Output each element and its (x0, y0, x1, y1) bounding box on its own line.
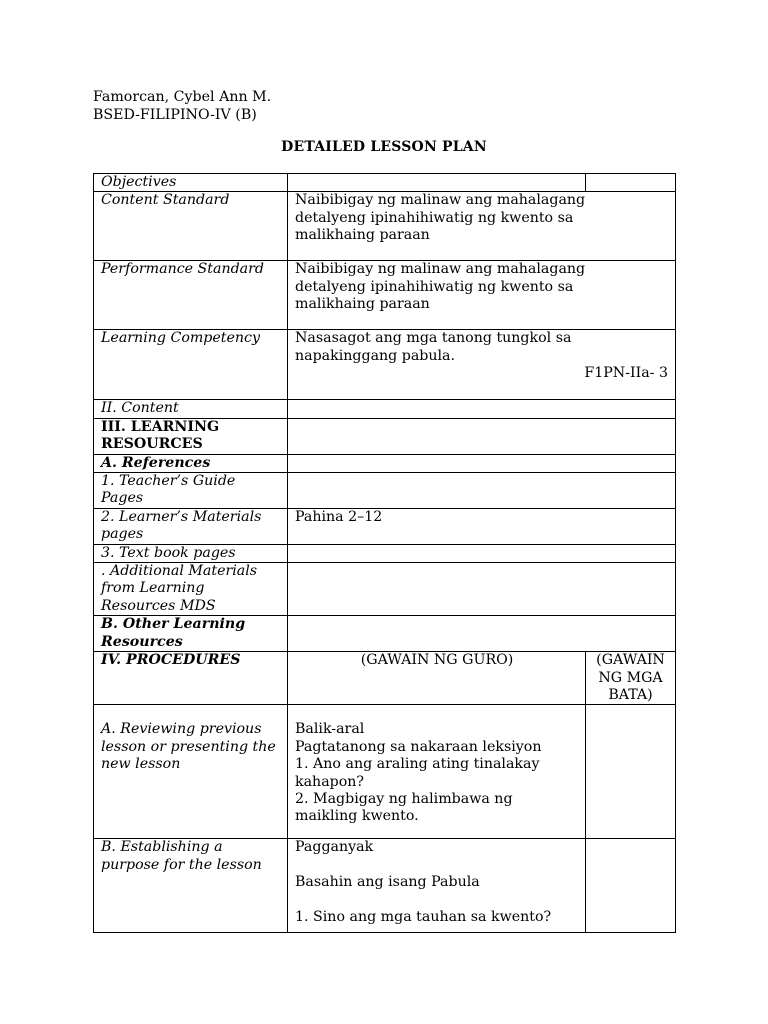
performance-standard-value (288, 261, 676, 330)
objectives-student-cell (586, 174, 676, 192)
additional-materials-value (288, 563, 676, 616)
learners-materials-label (94, 508, 288, 544)
content-standard-line: malikhaing paraan (295, 227, 430, 244)
learning-resources-line: III. LEARNING (101, 418, 220, 435)
textbook-value (288, 544, 676, 562)
learning-competency-value (288, 330, 676, 400)
table-row (94, 454, 676, 472)
document-title: DETAILED LESSON PLAN (281, 139, 487, 155)
learning-competency-line: Nasasagot ang mga tanong tungkol sa (295, 330, 572, 347)
reviewing-label (94, 705, 288, 839)
student-activity-header (586, 652, 676, 705)
student-activity-header-line: NG MGA (598, 669, 663, 686)
content-standard-value (288, 192, 676, 261)
course-section: BSED-FILIPINO-IV (B) (93, 107, 257, 123)
textbook-label: 3. Text book pages (94, 544, 288, 562)
establishing-teacher-activity (288, 839, 586, 933)
table-row (94, 330, 676, 400)
procedures-label: IV. PROCEDURES (94, 652, 288, 705)
teacher-activity-header: (GAWAIN NG GURO) (288, 652, 586, 705)
establishing-line: 1. Sino ang mga tauhan sa kwento? (295, 908, 552, 925)
table-row (94, 544, 676, 562)
reviewing-line: Balik-aral (295, 721, 365, 738)
learning-resources-value (288, 418, 676, 454)
teachers-guide-line: Pages (101, 490, 144, 507)
table-row (94, 261, 676, 330)
references-label: A. References (94, 454, 288, 472)
performance-standard-line: Naibibigay ng malinaw ang mahalagang (295, 261, 586, 278)
reviewing-teacher-activity (288, 705, 586, 839)
establishing-label-line: B. Establishing a (101, 839, 223, 856)
establishing-label (94, 839, 288, 933)
additional-materials-line: . Additional Materials (101, 563, 258, 580)
teachers-guide-label (94, 473, 288, 509)
content-standard-line: detalyeng ipinahihiwatig ng kwento sa (295, 209, 574, 226)
performance-standard-line: malikhaing paraan (295, 296, 430, 313)
reviewing-line: maikling kwento. (295, 808, 419, 825)
learners-materials-value: Pahina 2–12 (288, 508, 676, 544)
reviewing-line: Pagtatanong sa nakaraan leksiyon (295, 738, 542, 755)
establishing-line: Basahin ang isang Pabula (295, 874, 480, 891)
table-row (94, 192, 676, 261)
other-resources-line: Resources (101, 633, 183, 650)
objectives-teacher-cell (288, 174, 586, 192)
content-value (288, 400, 676, 418)
reviewing-line: 1. Ano ang araling ating tinalakay (295, 756, 540, 773)
learning-resources-label (94, 418, 288, 454)
learners-materials-line: 2. Learner’s Materials (101, 508, 262, 525)
table-row (94, 418, 676, 454)
learning-competency-label: Learning Competency (94, 330, 288, 400)
additional-materials-line: Resources MDS (101, 597, 216, 614)
teachers-guide-line: 1. Teacher’s Guide (101, 473, 236, 490)
reviewing-label-line: A. Reviewing previous (101, 721, 262, 738)
blank-line (295, 892, 579, 909)
reviewing-label-line: lesson or presenting the (101, 738, 276, 755)
performance-standard-label: Performance Standard (94, 261, 288, 330)
table-row (94, 508, 676, 544)
objectives-label: Objectives (94, 174, 288, 192)
establishing-line: Pagganyak (295, 839, 374, 856)
establishing-label-line: purpose for the lesson (101, 856, 262, 873)
table-row (94, 839, 676, 933)
competency-code: F1PN-IIa- 3 (584, 365, 668, 382)
performance-standard-line: detalyeng ipinahihiwatig ng kwento sa (295, 278, 574, 295)
references-value (288, 454, 676, 472)
additional-materials-label (94, 563, 288, 616)
other-resources-value (288, 616, 676, 652)
blank-line (295, 857, 579, 874)
learners-materials-line: pages (101, 526, 144, 543)
table-row (94, 473, 676, 509)
other-resources-label (94, 616, 288, 652)
table-row (94, 705, 676, 839)
student-name: Famorcan, Cybel Ann M. (93, 89, 272, 105)
content-standard-line: Naibibigay ng malinaw ang mahalagang (295, 192, 586, 209)
student-activity-header-line: (GAWAIN (596, 652, 665, 669)
table-row (94, 400, 676, 418)
additional-materials-line: from Learning (101, 580, 205, 597)
learning-resources-line: RESOURCES (101, 436, 203, 453)
reviewing-line: kahapon? (295, 773, 365, 790)
student-activity-header-line: BATA) (608, 686, 653, 703)
learning-competency-line: napakinggang pabula. (295, 347, 456, 364)
table-row (94, 616, 676, 652)
table-row (94, 174, 676, 192)
table-row (94, 652, 676, 705)
table-row (94, 563, 676, 616)
content-standard-label: Content Standard (94, 192, 288, 261)
reviewing-line: 2. Magbigay ng halimbawa ng (295, 790, 513, 807)
teachers-guide-value (288, 473, 676, 509)
other-resources-line: B. Other Learning (101, 616, 246, 633)
lesson-plan-table (93, 173, 676, 933)
reviewing-student-activity (586, 705, 676, 839)
reviewing-label-line: new lesson (101, 756, 181, 773)
establishing-student-activity (586, 839, 676, 933)
content-label: II. Content (94, 400, 288, 418)
